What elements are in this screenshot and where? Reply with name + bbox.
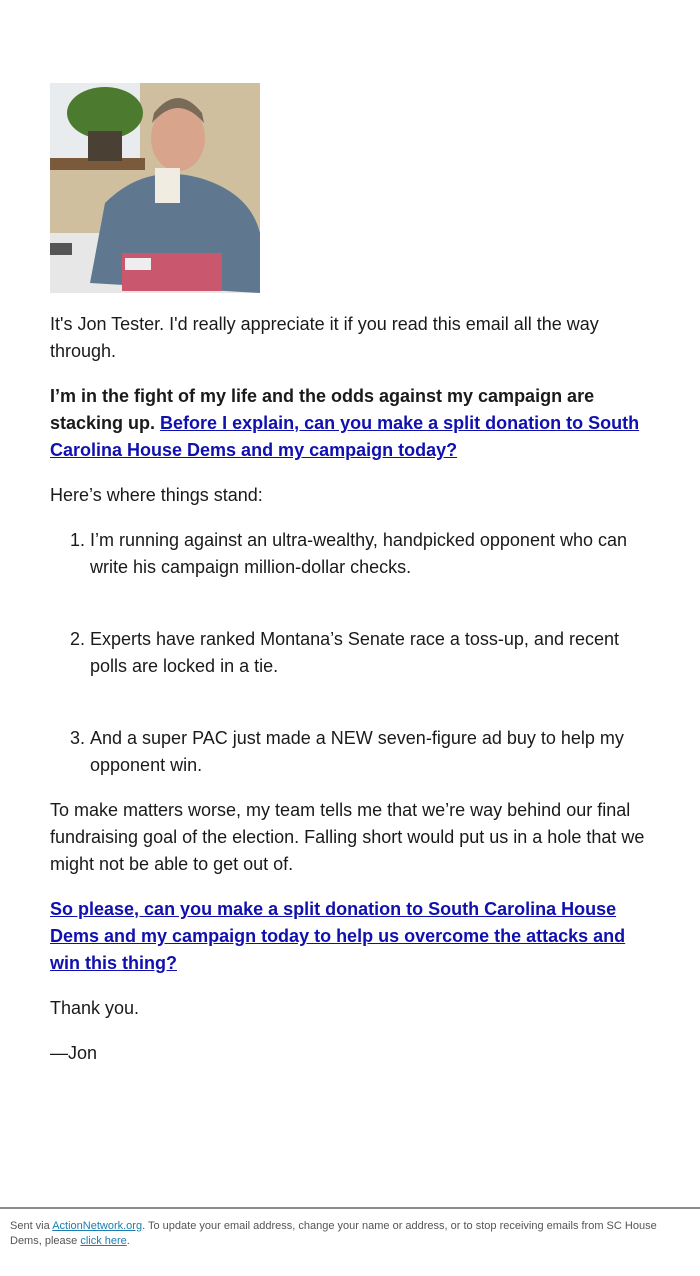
bold-lead: I’m in the fight of my life and the odds against my campaign are stacking up.: [50, 386, 595, 433]
donate-link-1[interactable]: Before I explain, can you make a split donation to South Carolina House Dems and my campaign today?: [50, 413, 640, 460]
points-list: [50, 527, 650, 779]
jon-tester-photo: [50, 83, 260, 293]
unsubscribe-link[interactable]: click here: [80, 1235, 127, 1247]
signoff: —Jon: [50, 1043, 98, 1063]
intro-text: It's Jon Tester. I'd really appreciate it if you read this email all the way through.: [50, 314, 599, 361]
email-body: [50, 83, 650, 1085]
list-item: 3. And a super PAC just made a NEW seven-figure ad buy to help my opponent win.: [90, 725, 650, 779]
cta-paragraph: [50, 896, 650, 977]
thanks-text: Thank you.: [50, 998, 140, 1018]
footer-text: . To update your email address, change your name or address, or to stop receiving emails from SC House Dems, please: [10, 1220, 657, 1247]
footer-end: .: [126, 1235, 130, 1247]
worse-paragraph: To make matters worse, my team tells me that we’re way behind our final fundraising goal of the election. Falling short would put us in a hole that we might not be able to get out of.: [50, 800, 645, 874]
footer: [0, 1207, 700, 1249]
lead-paragraph: [50, 383, 650, 464]
donate-link-2[interactable]: So please, can you make a split donation to South Carolina House Dems and my campaign today to help us overcome the attacks and win this thing?: [50, 899, 626, 973]
list-item: 1. I’m running against an ultra-wealthy, handpicked opponent who can write his campaign million-dollar checks.: [90, 527, 650, 581]
action-network-link[interactable]: ActionNetwork.org: [52, 1220, 143, 1232]
stand-intro: Here’s where things stand:: [50, 485, 263, 505]
footer-sent-via: Sent via: [10, 1220, 53, 1232]
list-item: 2. Experts have ranked Montana’s Senate race a toss-up, and recent polls are locked in a tie.: [90, 626, 650, 680]
